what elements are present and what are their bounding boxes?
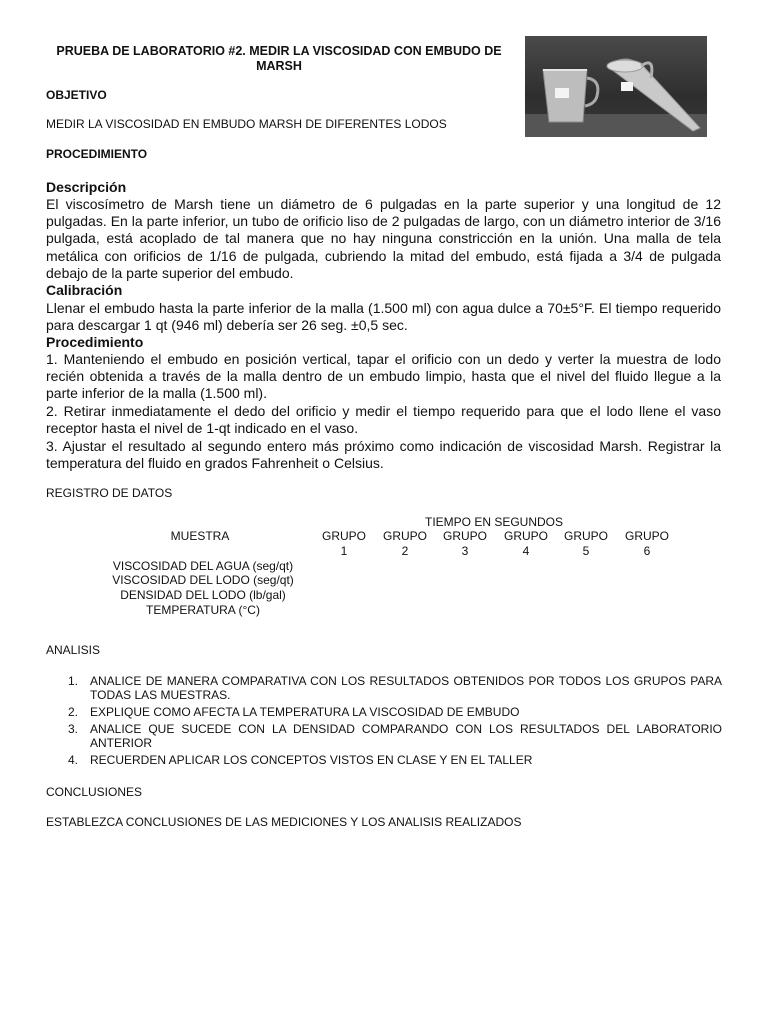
analysis-heading: ANALISIS <box>46 643 101 657</box>
list-item <box>46 674 722 702</box>
group-label: GRUPO <box>382 529 427 543</box>
analysis-list <box>46 674 722 770</box>
list-item-text: RECUERDEN APLICAR LOS CONCEPTOS VISTOS EN CLASE Y EN EL TALLER <box>90 753 533 767</box>
group-label: GRUPO <box>321 529 366 543</box>
procedure-sub-heading: Procedimiento <box>46 334 144 350</box>
group-number: 2 <box>401 544 409 558</box>
procedure-step-3: 3. Ajustar el resultado al segundo entero más próximo como indicación de viscosidad Marsh. Registrar la temperatura del fluido en grados Fahrenheit o Celsius. <box>46 438 721 472</box>
row-label-mud-viscosity: VISCOSIDAD DEL LODO (seg/qt) <box>112 573 294 587</box>
group-label: GRUPO <box>624 529 669 543</box>
group-label: GRUPO <box>442 529 487 543</box>
group-6-header <box>617 529 677 559</box>
group-label: GRUPO <box>503 529 548 543</box>
procedure-step-1: 1. Manteniendo el embudo en posición vertical, tapar el orificio con un dedo y verter la muestra de lodo recién obtenida a través de la malla dentro de un embudo limpio, hasta que el nivel del fluido llegue a la parte inferior de la malla (1.500 ml). <box>46 351 721 402</box>
group-number: 1 <box>340 544 348 558</box>
objective-text: MEDIR LA VISCOSIDAD EN EMBUDO MARSH DE DIFERENTES LODOS <box>46 117 447 131</box>
list-item-number: 4. <box>68 753 79 767</box>
row-label-mud-density: DENSIDAD DEL LODO (lb/gal) <box>120 588 286 602</box>
calibration-heading: Calibración <box>46 282 123 298</box>
calibration-text: Llenar el embudo hasta la parte inferior de la malla (1.500 ml) con agua dulce a 70±5°F. El tiempo requerido para descargar 1 qt (946 ml) debería ser 26 seg. ±0,5 sec. <box>46 300 721 334</box>
list-item-number: 3. <box>68 722 79 736</box>
marsh-funnel-photo <box>525 36 707 137</box>
data-heading: REGISTRO DE DATOS <box>46 486 173 500</box>
row-label-temperature: TEMPERATURA (°C) <box>146 603 260 617</box>
list-item <box>46 753 722 767</box>
sample-header: MUESTRA <box>170 529 230 543</box>
group-number: 6 <box>643 544 651 558</box>
list-item-number: 1. <box>68 674 79 688</box>
group-5-header <box>556 529 616 559</box>
list-item <box>46 722 722 750</box>
conclusions-heading: CONCLUSIONES <box>46 785 143 799</box>
group-number: 5 <box>582 544 590 558</box>
group-4-header <box>496 529 556 559</box>
group-number: 3 <box>461 544 469 558</box>
description-text: El viscosímetro de Marsh tiene un diámetro de 6 pulgadas en la parte superior y una longitud de 12 pulgadas. En la parte inferior, un tubo de orificio liso de 2 pulgadas de largo, con un diámetro interior de 3/16 pulgada, está acoplado de tal manera que no hay ninguna constricción en la unión. Una malla de tela metálica con orificios de 1/16 de pulgada, cubriendo la mitad del embudo, está fijada a 3/4 de pulgada debajo de la parte superior del embudo. <box>46 196 721 281</box>
list-item-text: EXPLIQUE COMO AFECTA LA TEMPERATURA LA VISCOSIDAD DE EMBUDO <box>90 705 520 719</box>
description-heading: Descripción <box>46 179 127 195</box>
group-3-header <box>435 529 495 559</box>
list-item-number: 2. <box>68 705 79 719</box>
conclusions-text: ESTABLEZCA CONCLUSIONES DE LAS MEDICIONES Y LOS ANALISIS REALIZADOS <box>46 815 522 829</box>
group-label: GRUPO <box>563 529 608 543</box>
list-item <box>46 705 722 719</box>
group-2-header <box>375 529 435 559</box>
group-number: 4 <box>522 544 530 558</box>
list-item-text: ANALICE QUE SUCEDE CON LA DENSIDAD COMPARANDO CON LOS RESULTADOS DEL LABORATORIO ANTERIOR <box>90 722 722 750</box>
row-label-water-viscosity: VISCOSIDAD DEL AGUA (seg/qt) <box>112 559 294 573</box>
time-header: TIEMPO EN SEGUNDOS <box>424 515 564 529</box>
page-title: PRUEBA DE LABORATORIO #2. MEDIR LA VISCOSIDAD CON EMBUDO DE MARSH <box>56 44 502 73</box>
marsh-funnel-and-cup-icon <box>525 36 707 137</box>
list-item-text: ANALICE DE MANERA COMPARATIVA CON LOS RESULTADOS OBTENIDOS POR TODOS LOS GRUPOS PARA TODAS LAS MUESTRAS. <box>90 674 722 702</box>
objective-heading: OBJETIVO <box>46 88 107 102</box>
procedure-step-2: 2. Retirar inmediatamente el dedo del orificio y medir el tiempo requerido para que el lodo llene el vaso receptor hasta el nivel de 1-qt indicado en el vaso. <box>46 403 721 437</box>
procedure-heading: PROCEDIMIENTO <box>46 147 148 161</box>
group-1-header <box>314 529 374 559</box>
